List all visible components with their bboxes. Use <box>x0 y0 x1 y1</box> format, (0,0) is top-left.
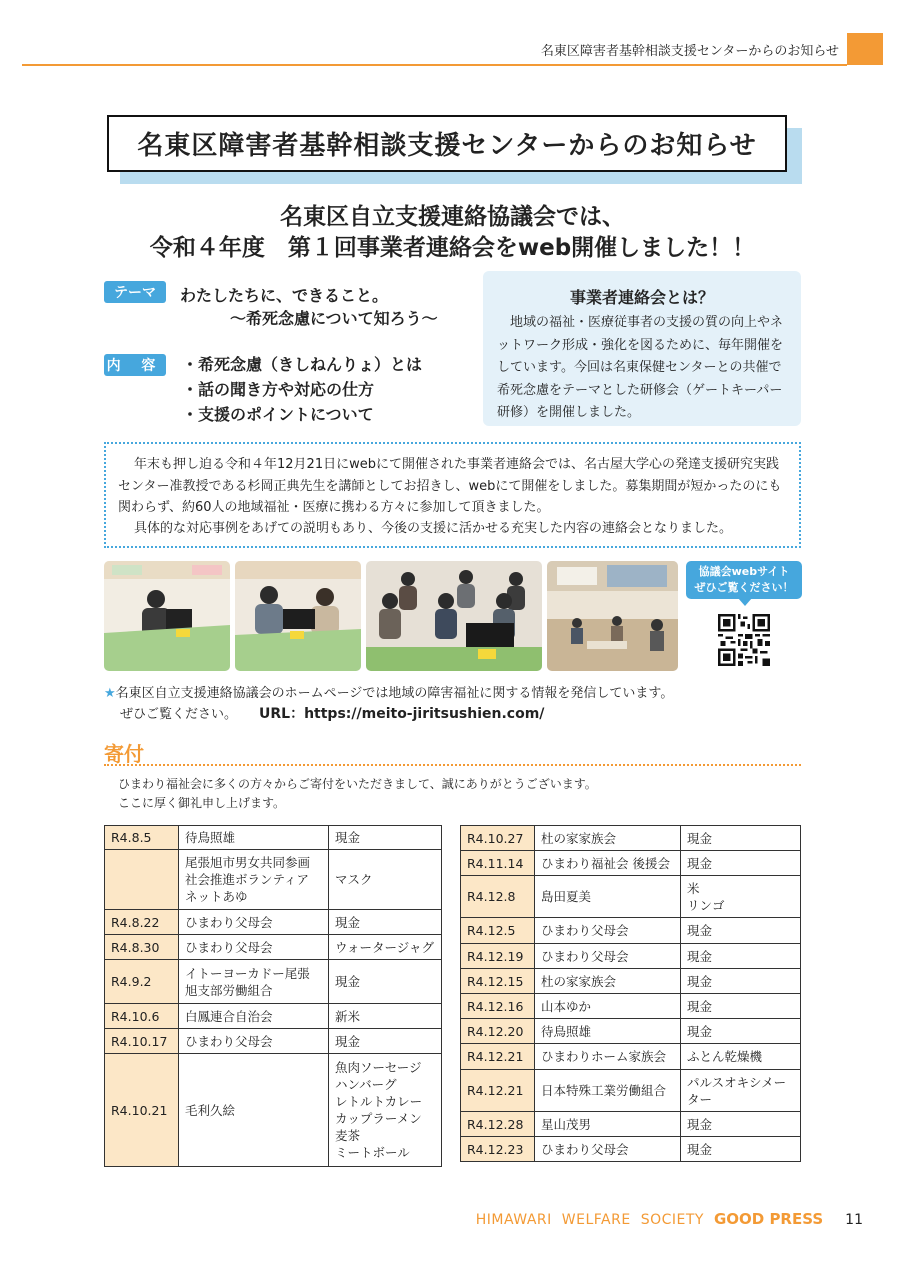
info-box-body: 地域の福祉・医療従事者の支援の質の向上やネットワーク形成・強化を図るために、毎年開催をしています。今回は名東保健センターとの共催で希死念慮をテーマとした研修会（ゲートキーパー研修）を開催しました。 <box>497 315 784 420</box>
donation-name-cell: ひまわり父母会 <box>535 918 681 944</box>
theme-line1: わたしたちに、できること。 <box>180 286 389 305</box>
donation-item-cell: マスク <box>329 850 442 910</box>
donation-row <box>461 851 801 876</box>
donation-name-cell: 待鳥照雄 <box>179 826 329 850</box>
donation-date-cell: R4.11.14 <box>461 851 535 876</box>
donation-date-cell: R4.12.21 <box>461 1044 535 1070</box>
donation-date-cell <box>105 850 179 910</box>
donation-date-cell: R4.8.5 <box>105 826 179 850</box>
title-box <box>107 115 787 172</box>
donation-date-cell: R4.12.5 <box>461 918 535 944</box>
donations-heading: 寄付 <box>104 742 144 766</box>
donation-row <box>105 935 442 960</box>
donation-item-cell: 現金 <box>329 910 442 935</box>
donation-row <box>105 826 442 850</box>
donation-date-cell: R4.9.2 <box>105 960 179 1004</box>
donation-item-cell: 現金 <box>681 994 801 1019</box>
donation-row <box>461 944 801 969</box>
headline-line2: 令和４年度 第１回事業者連絡会をweb開催しました！！ <box>149 235 756 261</box>
donation-name-cell: ひまわり父母会 <box>179 935 329 960</box>
report-paragraph2: 具体的な対応事例をあげての説明もあり、今後の支援に活かせる充実した内容の連絡会となりました。 <box>134 521 733 536</box>
donation-row <box>461 1044 801 1070</box>
callout-tail <box>738 598 752 606</box>
donation-date-cell: R4.12.21 <box>461 1070 535 1112</box>
content-list <box>182 352 422 427</box>
footer-word-3: SOCIETY <box>640 1212 704 1228</box>
donation-name-cell: 杜の家家族会 <box>535 826 681 851</box>
donation-date-cell: R4.10.6 <box>105 1004 179 1029</box>
callout-line1: 協議会webサイト <box>698 565 790 578</box>
content-item: ・支援のポイントについて <box>182 405 374 424</box>
donation-name-cell: ひまわり父母会 <box>535 944 681 969</box>
donations-table-right <box>460 825 801 1162</box>
donation-row <box>461 876 801 918</box>
donation-row <box>461 1112 801 1137</box>
donation-name-cell: ひまわり父母会 <box>179 910 329 935</box>
donation-row <box>105 1029 442 1054</box>
donation-row <box>105 850 442 910</box>
donation-item-cell: 現金 <box>329 1029 442 1054</box>
donation-row <box>105 1054 442 1167</box>
donation-row <box>461 969 801 994</box>
donation-row <box>461 826 801 851</box>
header-accent-block <box>847 33 883 65</box>
donation-name-cell: 杜の家家族会 <box>535 969 681 994</box>
donation-name-cell: 白鳳連合自治会 <box>179 1004 329 1029</box>
donations-divider <box>104 764 801 766</box>
homepage-note <box>104 683 673 725</box>
page-title: 名東区障害者基幹相談支援センターからのお知らせ <box>137 131 757 161</box>
donation-row <box>105 960 442 1004</box>
meeting-photo-2 <box>235 561 361 671</box>
donation-name-cell: イトーヨーカドー尾張 旭支部労働組合 <box>179 960 329 1004</box>
headline-line1: 名東区自立支援連絡協議会では、 <box>280 204 625 230</box>
donation-name-cell: 山本ゆか <box>535 994 681 1019</box>
page-number: 11 <box>845 1212 863 1228</box>
web-site-callout <box>686 561 802 599</box>
star-icon: ★ <box>104 686 116 701</box>
donation-item-cell: ウォータージャグ <box>329 935 442 960</box>
header-rule <box>22 64 847 66</box>
donations-intro-line1: ひまわり福祉会に多くの方々からご寄付をいただきまして、誠にありがとうございます。 <box>118 777 597 791</box>
footer <box>476 1210 863 1228</box>
donation-date-cell: R4.10.27 <box>461 826 535 851</box>
donation-item-cell: 魚肉ソーセージ ハンバーグ レトルトカレー カップラーメン 麦茶 ミートボール <box>329 1054 442 1167</box>
donation-row <box>461 994 801 1019</box>
donation-item-cell: 米 リンゴ <box>681 876 801 918</box>
donation-item-cell: 現金 <box>681 1137 801 1162</box>
donation-date-cell: R4.12.28 <box>461 1112 535 1137</box>
donation-date-cell: R4.12.8 <box>461 876 535 918</box>
donations-table-left <box>104 825 442 1167</box>
content-item: ・話の聞き方や対応の仕方 <box>182 380 375 399</box>
donation-item-cell: 新米 <box>329 1004 442 1029</box>
note-line2: ぜひご覧ください。 <box>120 707 238 722</box>
donation-date-cell: R4.8.30 <box>105 935 179 960</box>
room-photo <box>547 561 678 671</box>
meeting-photo-1 <box>104 561 230 671</box>
donation-date-cell: R4.10.17 <box>105 1029 179 1054</box>
donation-row <box>461 1137 801 1162</box>
donation-name-cell: ひまわりホーム家族会 <box>535 1044 681 1070</box>
theme-tag: テーマ <box>104 281 166 303</box>
donation-date-cell: R4.12.20 <box>461 1019 535 1044</box>
donation-item-cell: ふとん乾燥機 <box>681 1044 801 1070</box>
note-line1: 名東区自立支援連絡協議会のホームページでは地域の障害福祉に関する情報を発信しています。 <box>115 686 674 701</box>
footer-word-1: HIMAWARI <box>475 1212 552 1228</box>
donation-item-cell: 現金 <box>681 851 801 876</box>
donation-name-cell: ひまわり父母会 <box>179 1029 329 1054</box>
donation-row <box>105 1004 442 1029</box>
donation-item-cell: 現金 <box>329 960 442 1004</box>
donation-item-cell: 現金 <box>329 826 442 850</box>
content-item: ・希死念慮（きしねんりょ）とは <box>182 355 423 374</box>
donation-item-cell: 現金 <box>681 1019 801 1044</box>
donation-date-cell: R4.12.15 <box>461 969 535 994</box>
donation-date-cell: R4.8.22 <box>105 910 179 935</box>
donation-row <box>461 1019 801 1044</box>
group-photo <box>366 561 542 671</box>
donation-row <box>461 1070 801 1112</box>
report-paragraph1: 年末も押し迫る令和４年12月21日にwebにて開催された事業者連絡会では、名古屋大学心の発達支援研究実践センター准教授である杉岡正典先生を講師としてお招きし、webにて開催をしました。募集期間が短かったのにも関わらず、約60人の地域福祉・医療に携わる方々に参加して頂きました。 <box>118 457 782 515</box>
donation-row <box>105 910 442 935</box>
donation-date-cell: R4.12.16 <box>461 994 535 1019</box>
donation-name-cell: 尾張旭市男女共同参画 社会推進ボランティア ネットあゆ <box>179 850 329 910</box>
footer-brand: GOOD PRESS <box>713 1210 824 1228</box>
content-tag: 内 容 <box>104 354 166 376</box>
donation-item-cell: パルスオキシメー ター <box>681 1070 801 1112</box>
qr-code-icon[interactable] <box>718 614 770 666</box>
donation-date-cell: R4.12.23 <box>461 1137 535 1162</box>
donation-item-cell: 現金 <box>681 1112 801 1137</box>
callout-line2: ぜひご覧ください！ <box>694 581 794 594</box>
donation-date-cell: R4.12.19 <box>461 944 535 969</box>
donation-name-cell: 日本特殊工業労働組合 <box>535 1070 681 1112</box>
donation-name-cell: 島田夏美 <box>535 876 681 918</box>
donation-item-cell: 現金 <box>681 969 801 994</box>
running-header: 名東区障害者基幹相談支援センターからのお知らせ <box>540 44 839 59</box>
donation-name-cell: 待鳥照雄 <box>535 1019 681 1044</box>
info-box <box>483 271 801 426</box>
donation-name-cell: ひまわり福祉会 後援会 <box>535 851 681 876</box>
homepage-url-link[interactable]: URL：https://meito-jiritsushien.com/ <box>259 706 545 722</box>
donation-row <box>461 918 801 944</box>
footer-word-2: WELFARE <box>561 1212 631 1228</box>
info-box-title: 事業者連絡会とは？ <box>569 288 714 307</box>
theme-line2: 〜希死念慮について知ろう〜 <box>230 309 438 328</box>
donations-intro-line2: ここに厚く御礼申し上げます。 <box>118 796 286 810</box>
donation-item-cell: 現金 <box>681 944 801 969</box>
donation-name-cell: ひまわり父母会 <box>535 1137 681 1162</box>
donation-date-cell: R4.10.21 <box>105 1054 179 1167</box>
donations-intro <box>118 775 597 813</box>
donation-name-cell: 毛利久絵 <box>179 1054 329 1167</box>
donation-item-cell: 現金 <box>681 918 801 944</box>
report-box <box>104 442 801 548</box>
donation-name-cell: 星山茂男 <box>535 1112 681 1137</box>
donation-item-cell: 現金 <box>681 826 801 851</box>
